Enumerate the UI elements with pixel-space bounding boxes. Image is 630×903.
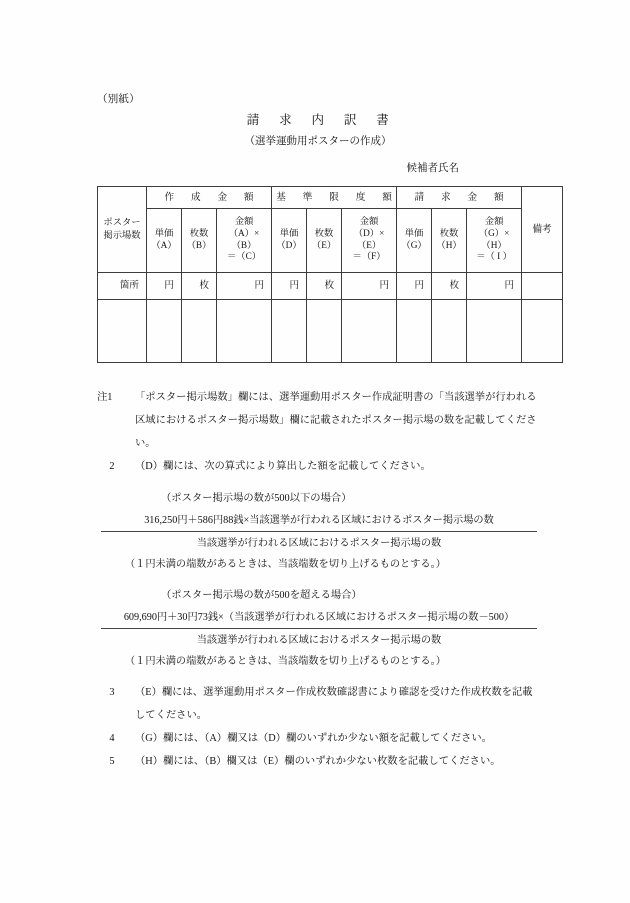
note-text-4: （G）欄には、（A）欄又は（D）欄のいずれか少ない額を記載してください。: [135, 733, 492, 744]
attachment-label: （別紙）: [97, 94, 140, 105]
formula-block-1: [97, 478, 537, 575]
formula-denominator-2: 当該選挙が行われる区域におけるポスター掲示場の数: [196, 635, 442, 646]
formula-numerator-2: 609,690円＋30円73銭×（当該選挙が行われる区域におけるポスター掲示場の数－500）: [101, 608, 537, 629]
table-group-header-row: [98, 187, 563, 209]
subheader-unit-price-a: [147, 209, 182, 273]
subheader-unit-price-g: [397, 209, 432, 273]
subheader-line3: ＝（ I ）: [476, 252, 512, 263]
title-char-2: 求: [279, 113, 293, 127]
row-header-line1: ポスター: [103, 218, 141, 229]
unit-cell-sheets-e[interactable]: 枚: [307, 273, 342, 300]
subheader-sheets-b: [182, 209, 217, 273]
note-marker-1: [97, 386, 127, 409]
group-header-claim-amount: 請 求 金 額: [397, 187, 522, 209]
note-text-5: （H）欄には、（B）欄又は（E）欄のいずれか少ない枚数を記載してください。: [135, 756, 501, 767]
unit-cell-sheets-b[interactable]: 枚: [182, 273, 217, 300]
formula-case-label-1: （ポスター掲示場の数が500以下の場合）: [161, 493, 352, 504]
entry-cell-amount-c[interactable]: [217, 300, 272, 363]
notes-prefix-label: 注: [97, 392, 108, 403]
title-char-3: 内: [311, 113, 325, 127]
page-subtitle: （選挙運動用ポスターの作成）: [244, 136, 392, 147]
subheader-line3: ＝（C）: [226, 252, 262, 263]
title-char-4: 訳: [343, 113, 357, 127]
entry-cell-sheets-h[interactable]: [432, 300, 467, 363]
subheader-amount-f: [342, 209, 397, 273]
table-entry-row: [98, 300, 563, 363]
note-item-2: [97, 455, 537, 478]
row-header-line2: 掲示場数: [103, 230, 141, 241]
note-item-5: [97, 750, 537, 773]
note-text-2: （D）欄には、次の算式により算出した額を記載してください。: [135, 461, 431, 472]
entry-cell-amount-i[interactable]: [467, 300, 522, 363]
subheader-line1: 金額: [484, 217, 504, 228]
title-char-1: 請: [246, 113, 260, 127]
entry-cell-unit-price-a[interactable]: [147, 300, 182, 363]
note-item-3: [97, 681, 537, 727]
candidate-name-label: 候補者氏名: [406, 163, 459, 174]
entry-cell-unit-price-d[interactable]: [272, 300, 307, 363]
title-char-5: 書: [376, 113, 390, 127]
formula-block-2: [97, 575, 537, 672]
subheader-line2: （D）: [276, 240, 302, 251]
subheader-amount-i: [467, 209, 522, 273]
group-header-creation-amount: 作 成 金 額: [147, 187, 272, 209]
note-item-4: [97, 727, 537, 750]
subheader-amount-c: [217, 209, 272, 273]
subheader-unit-price-d: [272, 209, 307, 273]
unit-cell-yen-d[interactable]: 円: [272, 273, 307, 300]
unit-cell-sites[interactable]: 箇所: [98, 273, 147, 300]
note-marker-2: 2: [109, 461, 115, 472]
formula-fraction-2: [99, 608, 537, 651]
subheader-line1: 金額: [234, 217, 254, 228]
formula-rounding-note-1: （１円未満の端数があるときは、当該端数を切り上げるものとする。）: [125, 559, 446, 570]
subheader-line1: 枚数: [314, 228, 334, 239]
entry-cell-sheets-b[interactable]: [182, 300, 217, 363]
unit-cell-sheets-h[interactable]: 枚: [432, 273, 467, 300]
entry-cell-sites[interactable]: [98, 300, 147, 363]
subheader-line2: （G）×（H）: [478, 228, 510, 251]
table-subheader-row: [98, 209, 563, 273]
unit-cell-yen-c[interactable]: 円: [217, 273, 272, 300]
unit-cell-yen-f[interactable]: 円: [342, 273, 397, 300]
notes-section: [97, 386, 537, 773]
entry-cell-remarks[interactable]: [522, 300, 563, 363]
unit-cell-yen-i[interactable]: 円: [467, 273, 522, 300]
subheader-line1: 単価: [279, 228, 299, 239]
subheader-line2: （E）: [311, 240, 337, 251]
note-marker-5: 5: [109, 756, 115, 767]
subheader-line1: 枚数: [189, 228, 209, 239]
unit-cell-remarks[interactable]: [522, 273, 563, 300]
subheader-line1: 単価: [404, 228, 424, 239]
subheader-sheets-e: [307, 209, 342, 273]
subheader-line3: ＝（F）: [352, 252, 386, 263]
formula-rounding-note-2: （１円未満の端数があるときは、当該端数を切り上げるものとする。）: [125, 656, 446, 667]
note-number-1: 1: [107, 392, 113, 403]
entry-cell-amount-f[interactable]: [342, 300, 397, 363]
subheader-line2: （A）×（B）: [228, 228, 260, 251]
subheader-line2: （D）×（E）: [353, 228, 385, 251]
claim-breakdown-table: [97, 186, 563, 363]
note-item-1: [97, 386, 537, 455]
subheader-line1: 単価: [154, 228, 174, 239]
subheader-line1: 金額: [359, 217, 379, 228]
table-unit-row: [98, 273, 563, 300]
subheader-line2: （G）: [401, 240, 427, 251]
subheader-sheets-h: [432, 209, 467, 273]
unit-cell-yen-g[interactable]: 円: [397, 273, 432, 300]
subheader-line2: （A）: [151, 240, 177, 251]
entry-cell-sheets-e[interactable]: [307, 300, 342, 363]
row-header-poster-sites: [98, 187, 147, 273]
note-text-1: 「ポスター掲示場数」欄には、選挙運動用ポスター作成証明書の「当該選挙が行われる区域におけるポスター掲示場数」欄に記載されたポスター掲示場の数を記載してください。: [135, 392, 537, 449]
note-marker-3: 3: [109, 687, 115, 698]
page-title: [0, 110, 630, 128]
column-header-remarks: 備考: [522, 187, 563, 273]
unit-cell-yen-a[interactable]: 円: [147, 273, 182, 300]
group-header-standard-limit: 基 準 限 度 額: [272, 187, 397, 209]
formula-fraction-1: [99, 511, 537, 554]
note-text-3: （E）欄には、選挙運動用ポスター作成枚数確認書により確認を受けた作成枚数を記載してください。: [135, 687, 533, 721]
note-marker-4: 4: [109, 733, 115, 744]
formula-case-label-2: （ポスター掲示場の数が500を超える場合）: [161, 590, 362, 601]
subheader-line1: 枚数: [439, 228, 459, 239]
subheader-line2: （B）: [186, 240, 212, 251]
formula-numerator-1: 316,250円＋586円88銭×当該選挙が行われる区域におけるポスター掲示場の数: [101, 511, 537, 532]
entry-cell-unit-price-g[interactable]: [397, 300, 432, 363]
subheader-line2: （H）: [436, 240, 462, 251]
formula-denominator-1: 当該選挙が行われる区域におけるポスター掲示場の数: [196, 538, 442, 549]
